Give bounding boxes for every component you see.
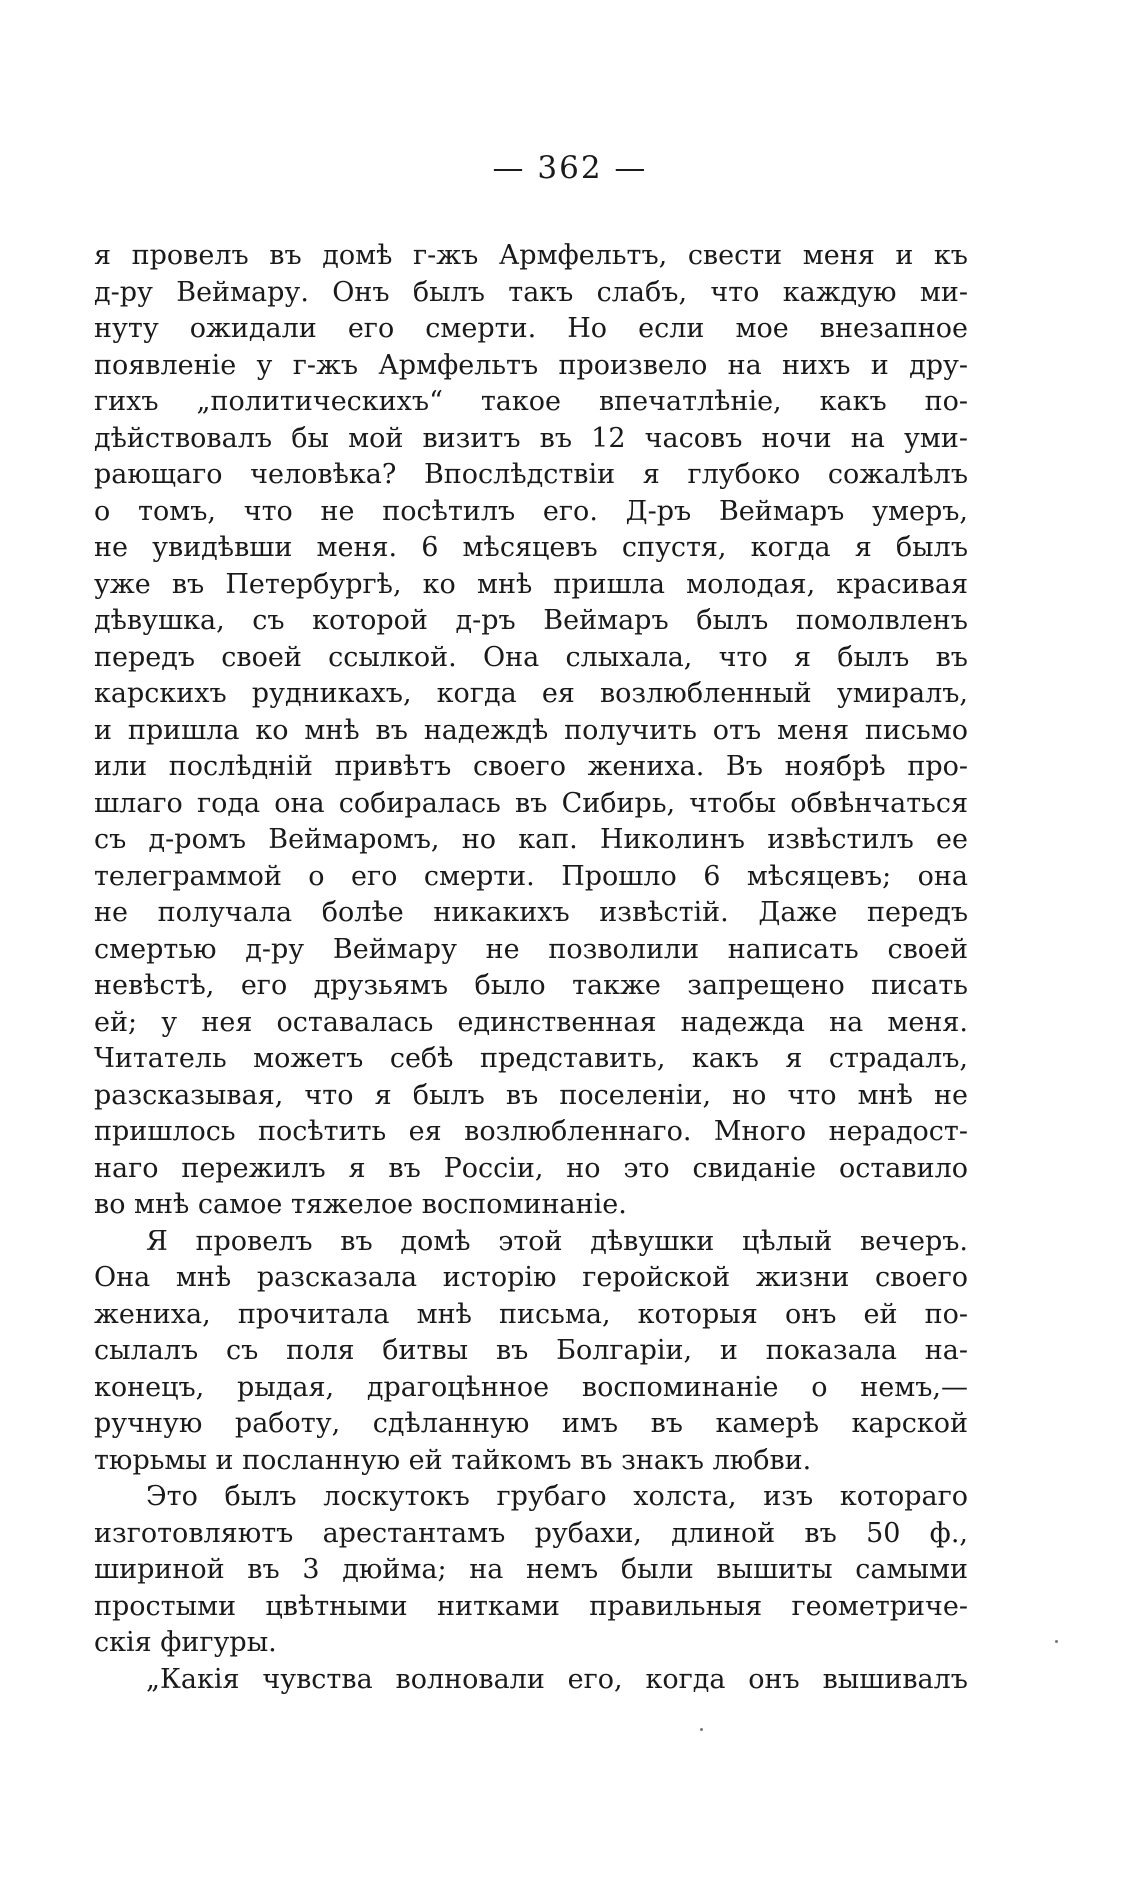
text-line: Читатель можетъ себѣ представить, какъ я страдалъ, bbox=[94, 1043, 968, 1074]
text-line: Она мнѣ разсказала исторію геройской жизни своего bbox=[94, 1262, 968, 1293]
text-line: конецъ, рыдая, драгоцѣнное воспоминаніе о немъ,— bbox=[94, 1371, 968, 1403]
text-line: сылалъ съ поля битвы въ Болгаріи, и показала на- bbox=[94, 1335, 968, 1366]
text-line: невѣстѣ, его друзьямъ было также запрещено писать bbox=[94, 970, 968, 1001]
text-line: изготовляютъ арестантамъ рубахи, длиной въ 50 ф., bbox=[94, 1517, 968, 1549]
text-line: д-ру Веймару. Онъ былъ такъ слабъ, что каждую ми- bbox=[94, 276, 968, 308]
paragraph bbox=[94, 1662, 968, 1699]
text-line: карскихъ рудникахъ, когда ея возлюбленный умиралъ, bbox=[94, 678, 968, 709]
text-line: смертью д-ру Веймару не позволили написать своей bbox=[94, 933, 968, 965]
text-line: жениха, прочитала мнѣ письма, которыя онъ ей по- bbox=[94, 1298, 968, 1330]
text-line: телеграммой о его смерти. Прошло 6 мѣсяцевъ; она bbox=[94, 860, 968, 892]
text-line: наго пережилъ я въ Россіи, но это свиданіе оставило bbox=[94, 1152, 968, 1184]
text-line: тюрьмы и посланную ей тайкомъ въ знакъ любви. bbox=[94, 1444, 812, 1476]
text-line: разсказывая, что я былъ въ поселеніи, но что мнѣ не bbox=[94, 1079, 968, 1111]
text-line: во мнѣ самое тяжелое воспоминаніе. bbox=[94, 1189, 627, 1220]
text-line: гихъ „политическихъ“ такое впечатлѣніе, какъ по- bbox=[94, 386, 968, 417]
paragraph bbox=[94, 238, 968, 1224]
text-line: шлаго года она собиралась въ Сибирь, чтобы обвѣнчаться bbox=[94, 787, 968, 819]
text-line: съ д-ромъ Веймаромъ, но кап. Николинъ извѣстилъ ее bbox=[94, 824, 968, 855]
text-line: дѣвушка, съ которой д-ръ Веймаръ былъ помолвленъ bbox=[94, 605, 968, 636]
text-line: или послѣдній привѣтъ своего жениха. Въ ноябрѣ про- bbox=[94, 751, 968, 782]
text-line: уже въ Петербургѣ, ко мнѣ пришла молодая, красивая bbox=[94, 568, 968, 600]
text-line: не увидѣвши меня. 6 мѣсяцевъ спустя, когда я былъ bbox=[94, 532, 968, 563]
text-line: ей; у нея оставалась единственная надежда на меня. bbox=[94, 1006, 968, 1038]
text-line: ручную работу, сдѣланную имъ въ камерѣ карской bbox=[94, 1408, 968, 1439]
paragraph bbox=[94, 1479, 968, 1662]
text-line: не получала болѣе никакихъ извѣстій. Даже передъ bbox=[94, 897, 968, 928]
print-speck bbox=[1055, 1640, 1058, 1643]
text-line: дѣйствовалъ бы мой визитъ въ 12 часовъ ночи на уми- bbox=[94, 422, 968, 454]
text-line: нуту ожидали его смерти. Но если мое внезапное bbox=[94, 313, 968, 344]
text-line: я провелъ въ домѣ г-жъ Армфельтъ, свести меня и къ bbox=[94, 240, 968, 271]
text-line: передъ своей ссылкой. Она слыхала, что я былъ въ bbox=[94, 641, 968, 673]
text-line: шириной въ 3 дюйма; на немъ были вышиты самыми bbox=[94, 1554, 968, 1585]
page-number: — 362 — bbox=[492, 150, 648, 186]
body-text bbox=[94, 238, 968, 1698]
text-line: „Какія чувства волновали его, когда онъ вышивалъ bbox=[146, 1663, 968, 1695]
text-line: Я провелъ въ домѣ этой дѣвушки цѣлый вечеръ. bbox=[146, 1225, 968, 1257]
paragraph bbox=[94, 1224, 968, 1480]
text-line: пришлось посѣтить ея возлюбленнаго. Много нерадост- bbox=[94, 1116, 968, 1147]
text-line: и пришла ко мнѣ въ надеждѣ получить отъ меня письмо bbox=[94, 714, 968, 746]
text-line: простыми цвѣтными нитками правильныя геометриче- bbox=[94, 1590, 968, 1622]
text-line: скія фигуры. bbox=[94, 1627, 277, 1658]
print-speck bbox=[700, 1728, 703, 1731]
text-line: рающаго человѣка? Впослѣдствіи я глубоко сожалѣлъ bbox=[94, 459, 968, 490]
text-line: Это былъ лоскутокъ грубаго холста, изъ котораго bbox=[146, 1481, 968, 1512]
text-line: появленіе у г-жъ Армфельтъ произвело на нихъ и дру- bbox=[94, 349, 968, 381]
text-line: о томъ, что не посѣтилъ его. Д-ръ Веймаръ умеръ, bbox=[94, 495, 968, 527]
